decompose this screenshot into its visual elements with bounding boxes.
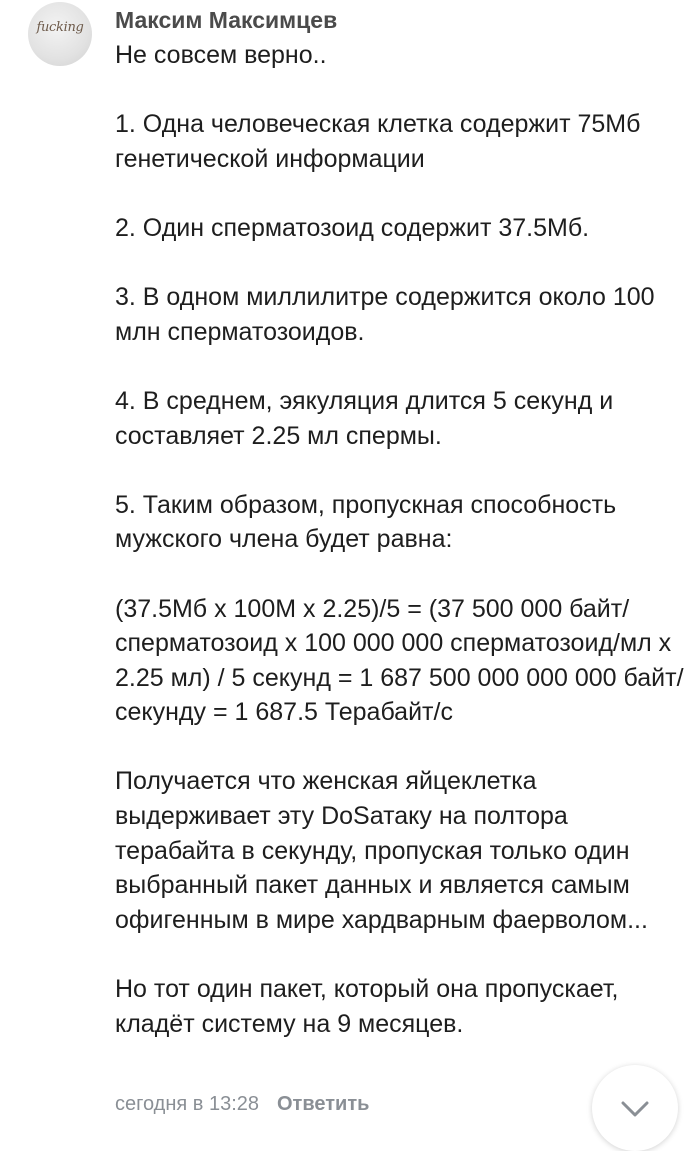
comment-paragraph: 4. В среднем, эякуляция длится 5 секунд и составляет 2.25 мл спермы. [115,386,614,450]
comment-paragraph: 5. Таким образом, пропускная способность мужского члена будет равна: [115,490,617,554]
comment-paragraph: 3. В одном миллилитре содержится около 100 млн сперматозоидов. [115,283,655,346]
comment-timestamp: сегодня в 13:28 [115,1093,259,1115]
reply-button[interactable]: Ответить [277,1093,370,1115]
comment-paragraph: 2. Один сперматозоид содержит 37.5Мб. [115,213,590,242]
comment-footer [115,1090,369,1118]
avatar[interactable] [28,2,92,66]
comment-paragraph: Не совсем верно.. [115,41,327,69]
scroll-down-button[interactable] [592,1065,678,1151]
comment-paragraph: (37.5Мб x 100M x 2.25)/5 = (37 500 000 байт/сперматозоид x 100 000 000 сперматозоид/мл x 2.25 мл) / 5 секунд = 1 687 500 000 000 000 байт/секунду = 1 687.5 Терабайт/с [115,594,684,727]
comment-paragraph: Но тот один пакет, который она пропускает, кладёт систему на 9 месяцев. [115,975,619,1038]
comment-author[interactable]: Максим Максимцев [115,7,338,33]
comment-paragraph: 1. Одна человеческая клетка содержит 75Мб генетической информации [115,110,641,173]
comment-paragraph: Получается что женская яйцеклетка выдерживает эту DoSатаку на полтора терабайта в секунду, пропуская только один выбранный пакет данных и является самым офигенным в мире хардварным фаерволом... [115,767,648,934]
avatar-caption: fucking [36,20,84,35]
chevron-down-icon [619,1093,651,1125]
comment-text [115,38,685,1041]
